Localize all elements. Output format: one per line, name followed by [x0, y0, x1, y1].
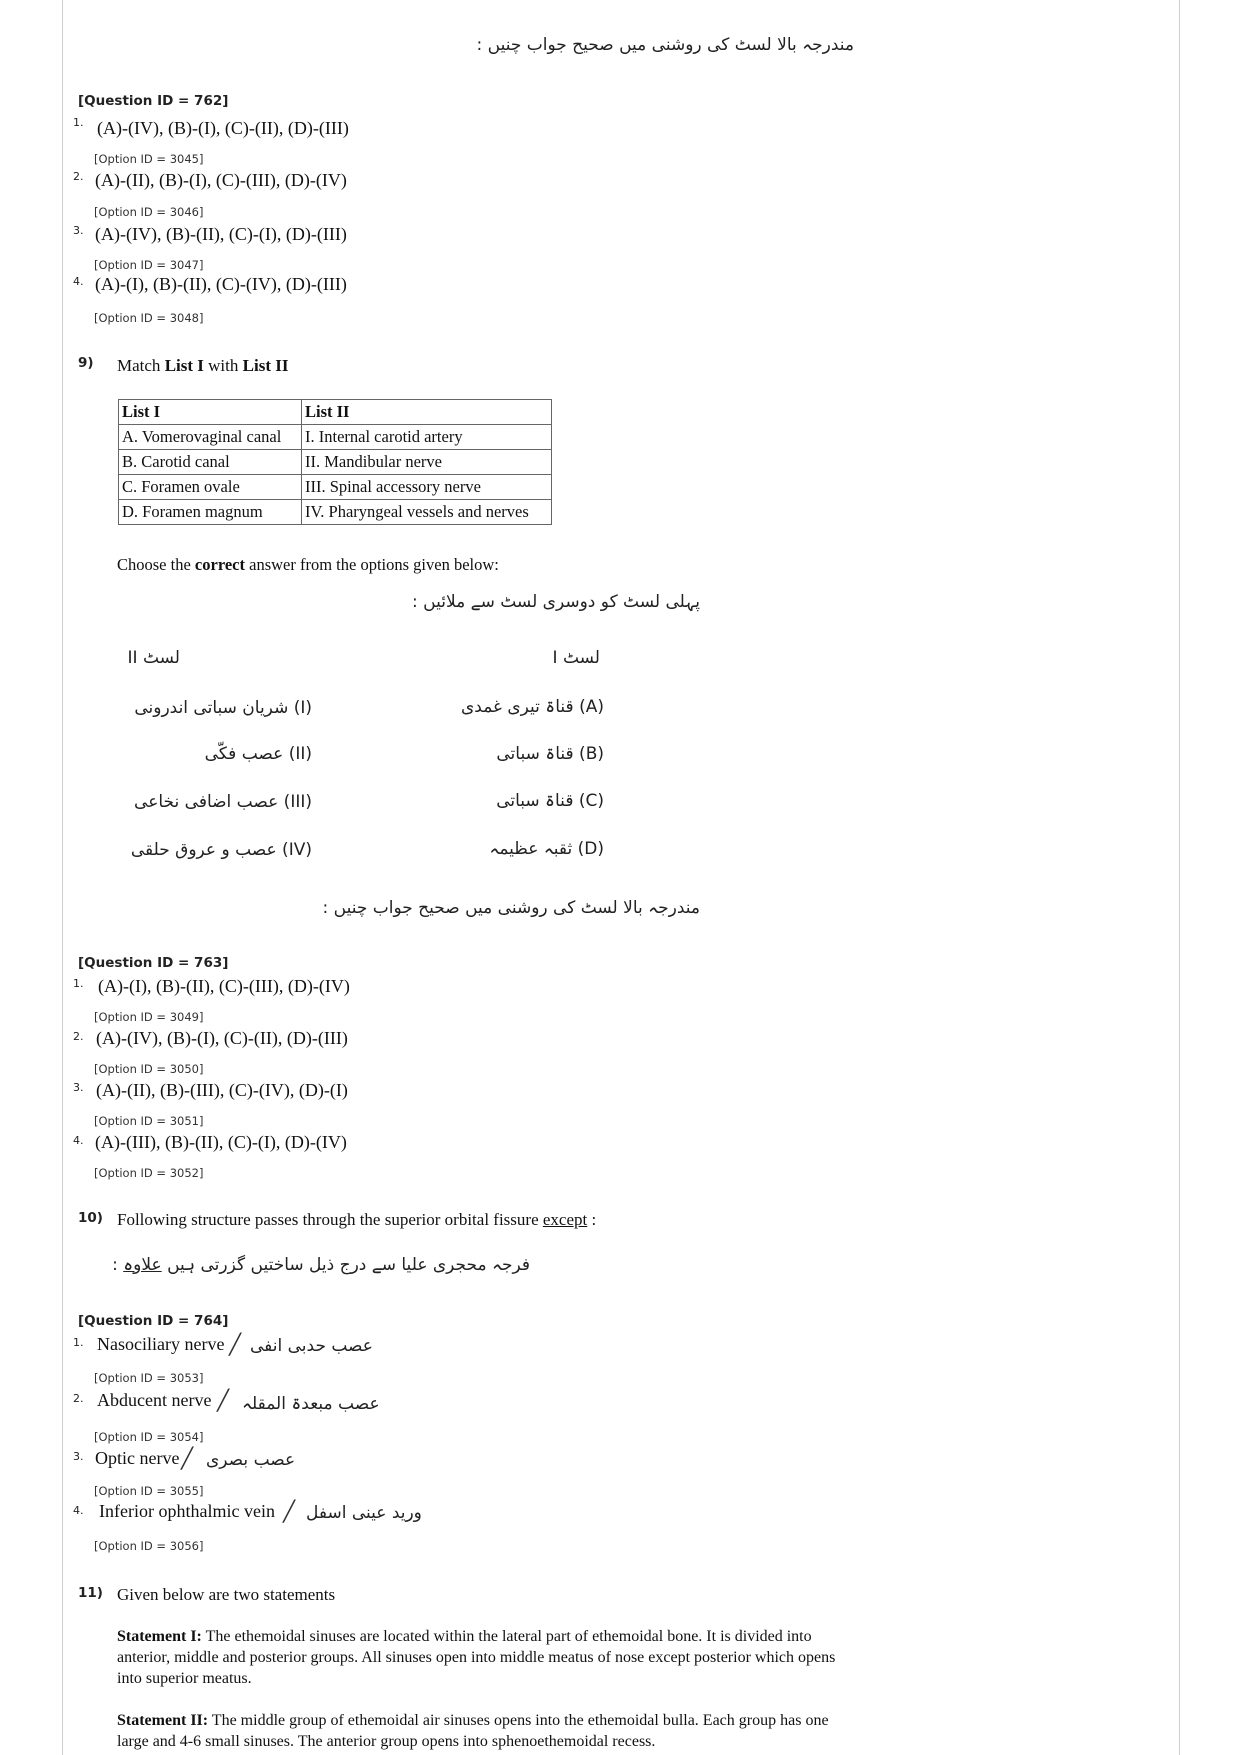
statement-1-text: The ethemoidal sinuses are located within the lateral part of ethemoidal bone. It is divided into anterior, middle and posterior groups. All sinuses open into middle meatus of nose except posterior which opens into superior meatus.	[117, 1628, 836, 1687]
option-urdu: عصب مبعدۃ المقلہ	[242, 1394, 380, 1414]
urdu-list1-item: (D) ثقبہ عظیمہ	[489, 839, 604, 859]
option-id: [Option ID = 3050]	[94, 1062, 204, 1076]
q10-urdu-post: :	[112, 1255, 124, 1275]
option-urdu: عصب حدبی انفی	[250, 1336, 373, 1356]
option-number: 4.	[73, 275, 84, 288]
option-id: [Option ID = 3045]	[94, 152, 204, 166]
option-text: Optic nerve	[95, 1448, 180, 1468]
q9-list2: List II	[242, 356, 289, 375]
option-id: [Option ID = 3046]	[94, 205, 204, 219]
table-cell: B. Carotid canal	[119, 450, 302, 475]
option-text: (A)-(IV), (B)-(II), (C)-(I), (D)-(III)	[95, 224, 347, 244]
option-id: [Option ID = 3054]	[94, 1430, 204, 1444]
option-text: Nasociliary nerve	[97, 1334, 225, 1354]
table-row	[119, 450, 552, 475]
option-id: [Option ID = 3047]	[94, 258, 204, 272]
statement-2-label: Statement II:	[117, 1712, 209, 1729]
question-number-9: 9)	[78, 355, 94, 371]
option-number: 2.	[73, 1030, 84, 1043]
urdu-list2-item: (III) عصب اضافی نخاعی	[134, 792, 312, 812]
option-text: (A)-(IV), (B)-(I), (C)-(II), (D)-(III)	[96, 1028, 348, 1048]
table-cell: A. Vomerovaginal canal	[119, 425, 302, 450]
option-number: 4.	[73, 1504, 84, 1517]
table-row	[119, 500, 552, 525]
q10-urdu-pre: فرجہ محجری علیا سے درج ذیل ساختیں گزرتی ہیں	[161, 1255, 530, 1275]
urdu-list2-item: (II) عصب فکّی	[204, 744, 312, 764]
option-number: 3.	[73, 1450, 84, 1463]
table-header-cell: List II	[302, 400, 552, 425]
option-text: (A)-(II), (B)-(I), (C)-(III), (D)-(IV)	[95, 170, 347, 190]
question-number-10: 10)	[78, 1210, 103, 1226]
option-text: Abducent nerve	[97, 1390, 212, 1410]
urdu-list2-item: (IV) عصب و عروق حلقی	[130, 840, 312, 860]
option-number: 1.	[73, 1336, 84, 1349]
option-number: 2.	[73, 170, 84, 183]
question-id-762: [Question ID = 762]	[78, 93, 229, 109]
slash-separator: ╱	[229, 1332, 242, 1356]
q9-urdu-choose: مندرجہ بالا لسٹ کی روشنی میں صحیح جواب چنیں :	[322, 898, 700, 918]
option-text: (A)-(IV), (B)-(I), (C)-(II), (D)-(III)	[97, 118, 349, 138]
q11-text: Given below are two statements	[117, 1585, 336, 1604]
option-id: [Option ID = 3049]	[94, 1010, 204, 1024]
question-id-764: [Question ID = 764]	[78, 1313, 229, 1329]
question-id-763: [Question ID = 763]	[78, 955, 229, 971]
option-text: (A)-(III), (B)-(II), (C)-(I), (D)-(IV)	[95, 1132, 347, 1152]
option-id: [Option ID = 3055]	[94, 1484, 204, 1498]
q9-text	[117, 356, 288, 376]
q9-choose-instruction	[117, 555, 499, 575]
option-id: [Option ID = 3052]	[94, 1166, 204, 1180]
urdu-list1-item: (B) قناۃ سباتی	[496, 744, 604, 764]
choose-pre: Choose the	[117, 555, 195, 574]
option-number: 2.	[73, 1392, 84, 1405]
q10-text-except: except	[542, 1210, 588, 1229]
option-urdu: عصب بصری	[206, 1450, 296, 1470]
option-number: 3.	[73, 224, 84, 237]
option-number: 3.	[73, 1081, 84, 1094]
q10-text-pre: Following structure passes through the superior orbital fissure	[117, 1210, 543, 1229]
q9-urdu-match: پہلی لسٹ کو دوسری لسٹ سے ملائیں :	[412, 592, 700, 612]
option-number: 4.	[73, 1134, 84, 1147]
option-id: [Option ID = 3048]	[94, 311, 204, 325]
q10-urdu-text	[110, 1254, 530, 1275]
q9-text-pre: Match	[117, 356, 165, 375]
statement-2-text: The middle group of ethemoidal air sinuses opens into the ethemoidal bulla. Each group has one large and 4-6 small sinuses. The anterior group opens into sphenoethemoidal recess.	[117, 1712, 829, 1750]
table-cell: D. Foramen magnum	[119, 500, 302, 525]
option-number: 1.	[73, 977, 84, 990]
table-header-cell: List I	[119, 400, 302, 425]
table-row	[119, 425, 552, 450]
page-frame	[62, 0, 1180, 1755]
table-cell: I. Internal carotid artery	[302, 425, 552, 450]
choose-post: answer from the options given below:	[245, 555, 499, 574]
urdu-list1-item: (C) قناۃ سباتی	[496, 791, 604, 811]
option-text: (A)-(I), (B)-(II), (C)-(III), (D)-(IV)	[98, 976, 350, 996]
q10-text	[117, 1210, 596, 1230]
urdu-list1-head: لسٹ I	[552, 648, 600, 668]
option-text: (A)-(II), (B)-(III), (C)-(IV), (D)-(I)	[96, 1080, 348, 1100]
match-table	[118, 399, 552, 525]
table-cell: III. Spinal accessory nerve	[302, 475, 552, 500]
option-number: 1.	[73, 116, 84, 129]
urdu-list1-item: (A) قناۃ تیری غمدی	[460, 697, 604, 717]
q8-urdu-choose: مندرجہ بالا لسٹ کی روشنی میں صحیح جواب چنیں :	[476, 35, 854, 55]
statement-1	[117, 1626, 837, 1689]
option-text: (A)-(I), (B)-(II), (C)-(IV), (D)-(III)	[95, 274, 347, 294]
table-cell: C. Foramen ovale	[119, 475, 302, 500]
statement-2	[117, 1710, 837, 1752]
option-text: Inferior ophthalmic vein	[99, 1501, 275, 1521]
q10-urdu-except: علاوہ	[123, 1255, 162, 1275]
choose-bold: correct	[194, 555, 245, 574]
table-cell: IV. Pharyngeal vessels and nerves	[302, 500, 552, 525]
question-number-11: 11)	[78, 1585, 103, 1601]
option-id: [Option ID = 3051]	[94, 1114, 204, 1128]
table-cell: II. Mandibular nerve	[302, 450, 552, 475]
slash-separator: ╱	[217, 1388, 230, 1412]
table-row	[119, 475, 552, 500]
option-id: [Option ID = 3053]	[94, 1371, 204, 1385]
statement-1-label: Statement I:	[117, 1628, 202, 1645]
table-header-row	[119, 400, 552, 425]
urdu-list2-head: لسٹ II	[127, 648, 180, 668]
q9-text-mid: with	[203, 356, 243, 375]
urdu-list2-item: (I) شریان سباتی اندرونی	[134, 698, 312, 718]
q10-text-post: :	[587, 1210, 597, 1229]
slash-separator: ╱	[181, 1446, 194, 1470]
slash-separator: ╱	[283, 1499, 296, 1523]
option-urdu: ورید عینی اسفل	[306, 1503, 422, 1523]
q9-list1: List I	[164, 356, 204, 375]
option-id: [Option ID = 3056]	[94, 1539, 204, 1553]
